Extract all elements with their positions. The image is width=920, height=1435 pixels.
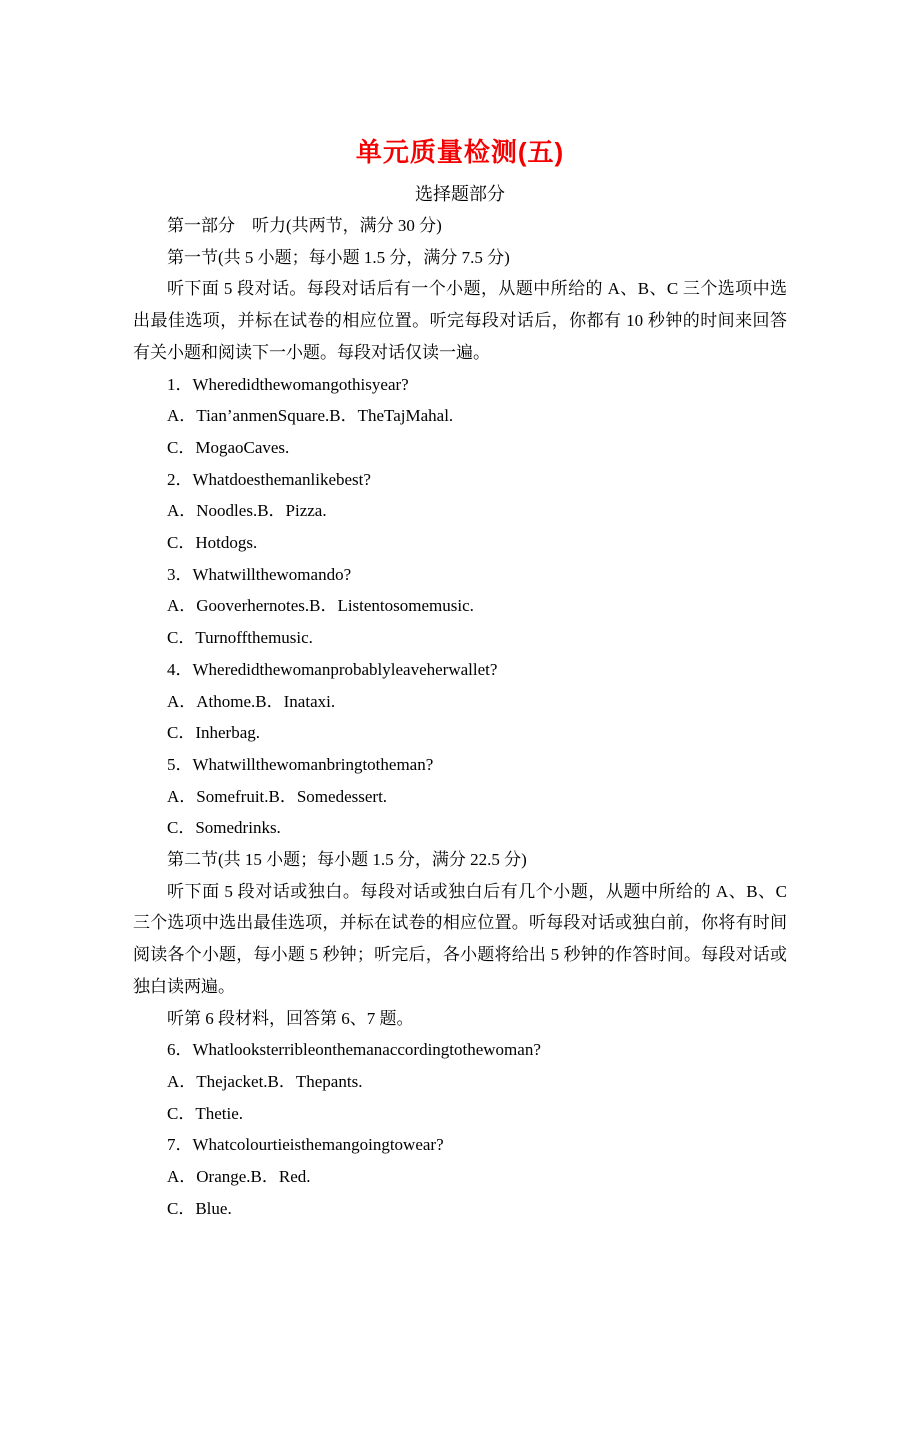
question-option-c: C．MogaoCaves. <box>167 437 290 457</box>
question-option-c: C．Thetie. <box>167 1103 244 1123</box>
question-option-c: C．Hotdogs. <box>167 533 258 553</box>
question-option-c: C．Somedrinks. <box>167 818 281 838</box>
question-prompt: 6．Whatlooksterribleonthemanaccordingtothewoman? <box>167 1040 541 1060</box>
question-options-ab: A．Athome.B．Inataxi. <box>167 691 336 711</box>
question-prompt: 5．Whatwillthewomanbringtotheman? <box>167 754 434 774</box>
material-note: 听第 6 段材料，回答第 6、7 题。 <box>167 1008 414 1028</box>
question-options-ab: A．Noodles.B．Pizza. <box>167 501 327 521</box>
section1-heading: 第一节(共 5 小题；每小题 1.5 分，满分 7.5 分) <box>167 247 510 267</box>
question-prompt: 2．Whatdoesthemanlikebest? <box>167 469 371 489</box>
question-2 <box>133 464 787 559</box>
subtitle-multiple-choice-part: 选择题部分 <box>415 184 505 204</box>
question-option-c: C．Blue. <box>167 1198 232 1218</box>
question-7 <box>133 1129 787 1224</box>
section2-instructions: 听下面 5 段对话或独白。每段对话或独白后有几个小题，从题中所给的 A、B、C 三个选项中选出最佳选项，并标在试卷的相应位置。听每段对话或独白前，你将有时间阅读各个小题，每小题 5 秒钟；听完后，各小题将给出 5 秒钟的作答时间。每段对话或独白读两遍。 <box>133 881 787 996</box>
question-options-ab: A．Orange.B．Red. <box>167 1167 311 1187</box>
exam-title: 单元质量检测(五) <box>355 137 565 167</box>
question-1 <box>133 369 787 464</box>
question-options-ab: A．Somefruit.B．Somedessert. <box>167 786 388 806</box>
part1-heading: 第一部分 听力(共两节，满分 30 分) <box>167 216 442 235</box>
question-prompt: 4．Wheredidthewomanprobablyleaveherwallet? <box>167 659 498 679</box>
question-options-ab: A．Tian’anmenSquare.B．TheTajMahal. <box>167 406 454 426</box>
section2-heading: 第二节(共 15 小题；每小题 1.5 分，满分 22.5 分) <box>167 850 527 870</box>
question-6 <box>133 1034 787 1129</box>
question-prompt: 1．Wheredidthewomangothisyear? <box>167 374 409 394</box>
question-options-ab: A．Gooverhernotes.B．Listentosomemusic. <box>167 596 474 616</box>
question-prompt: 3．Whatwillthewomando? <box>167 564 352 584</box>
question-prompt: 7．Whatcolourtieisthemangoingtowear? <box>167 1135 444 1155</box>
question-5 <box>133 749 787 844</box>
question-3 <box>133 559 787 654</box>
question-4 <box>133 654 787 749</box>
question-options-ab: A．Thejacket.B．Thepants. <box>167 1071 363 1091</box>
question-option-c: C．Turnoffthemusic. <box>167 628 313 648</box>
exam-document <box>0 133 920 1225</box>
question-option-c: C．Inherbag. <box>167 723 261 743</box>
section1-instructions: 听下面 5 段对话。每段对话后有一个小题，从题中所给的 A、B、C 三个选项中选出最佳选项，并标在试卷的相应位置。听完每段对话后，你都有 10 秒钟的时间来回答有关小题和阅读下一小题。每段对话仅读一遍。 <box>133 279 787 362</box>
